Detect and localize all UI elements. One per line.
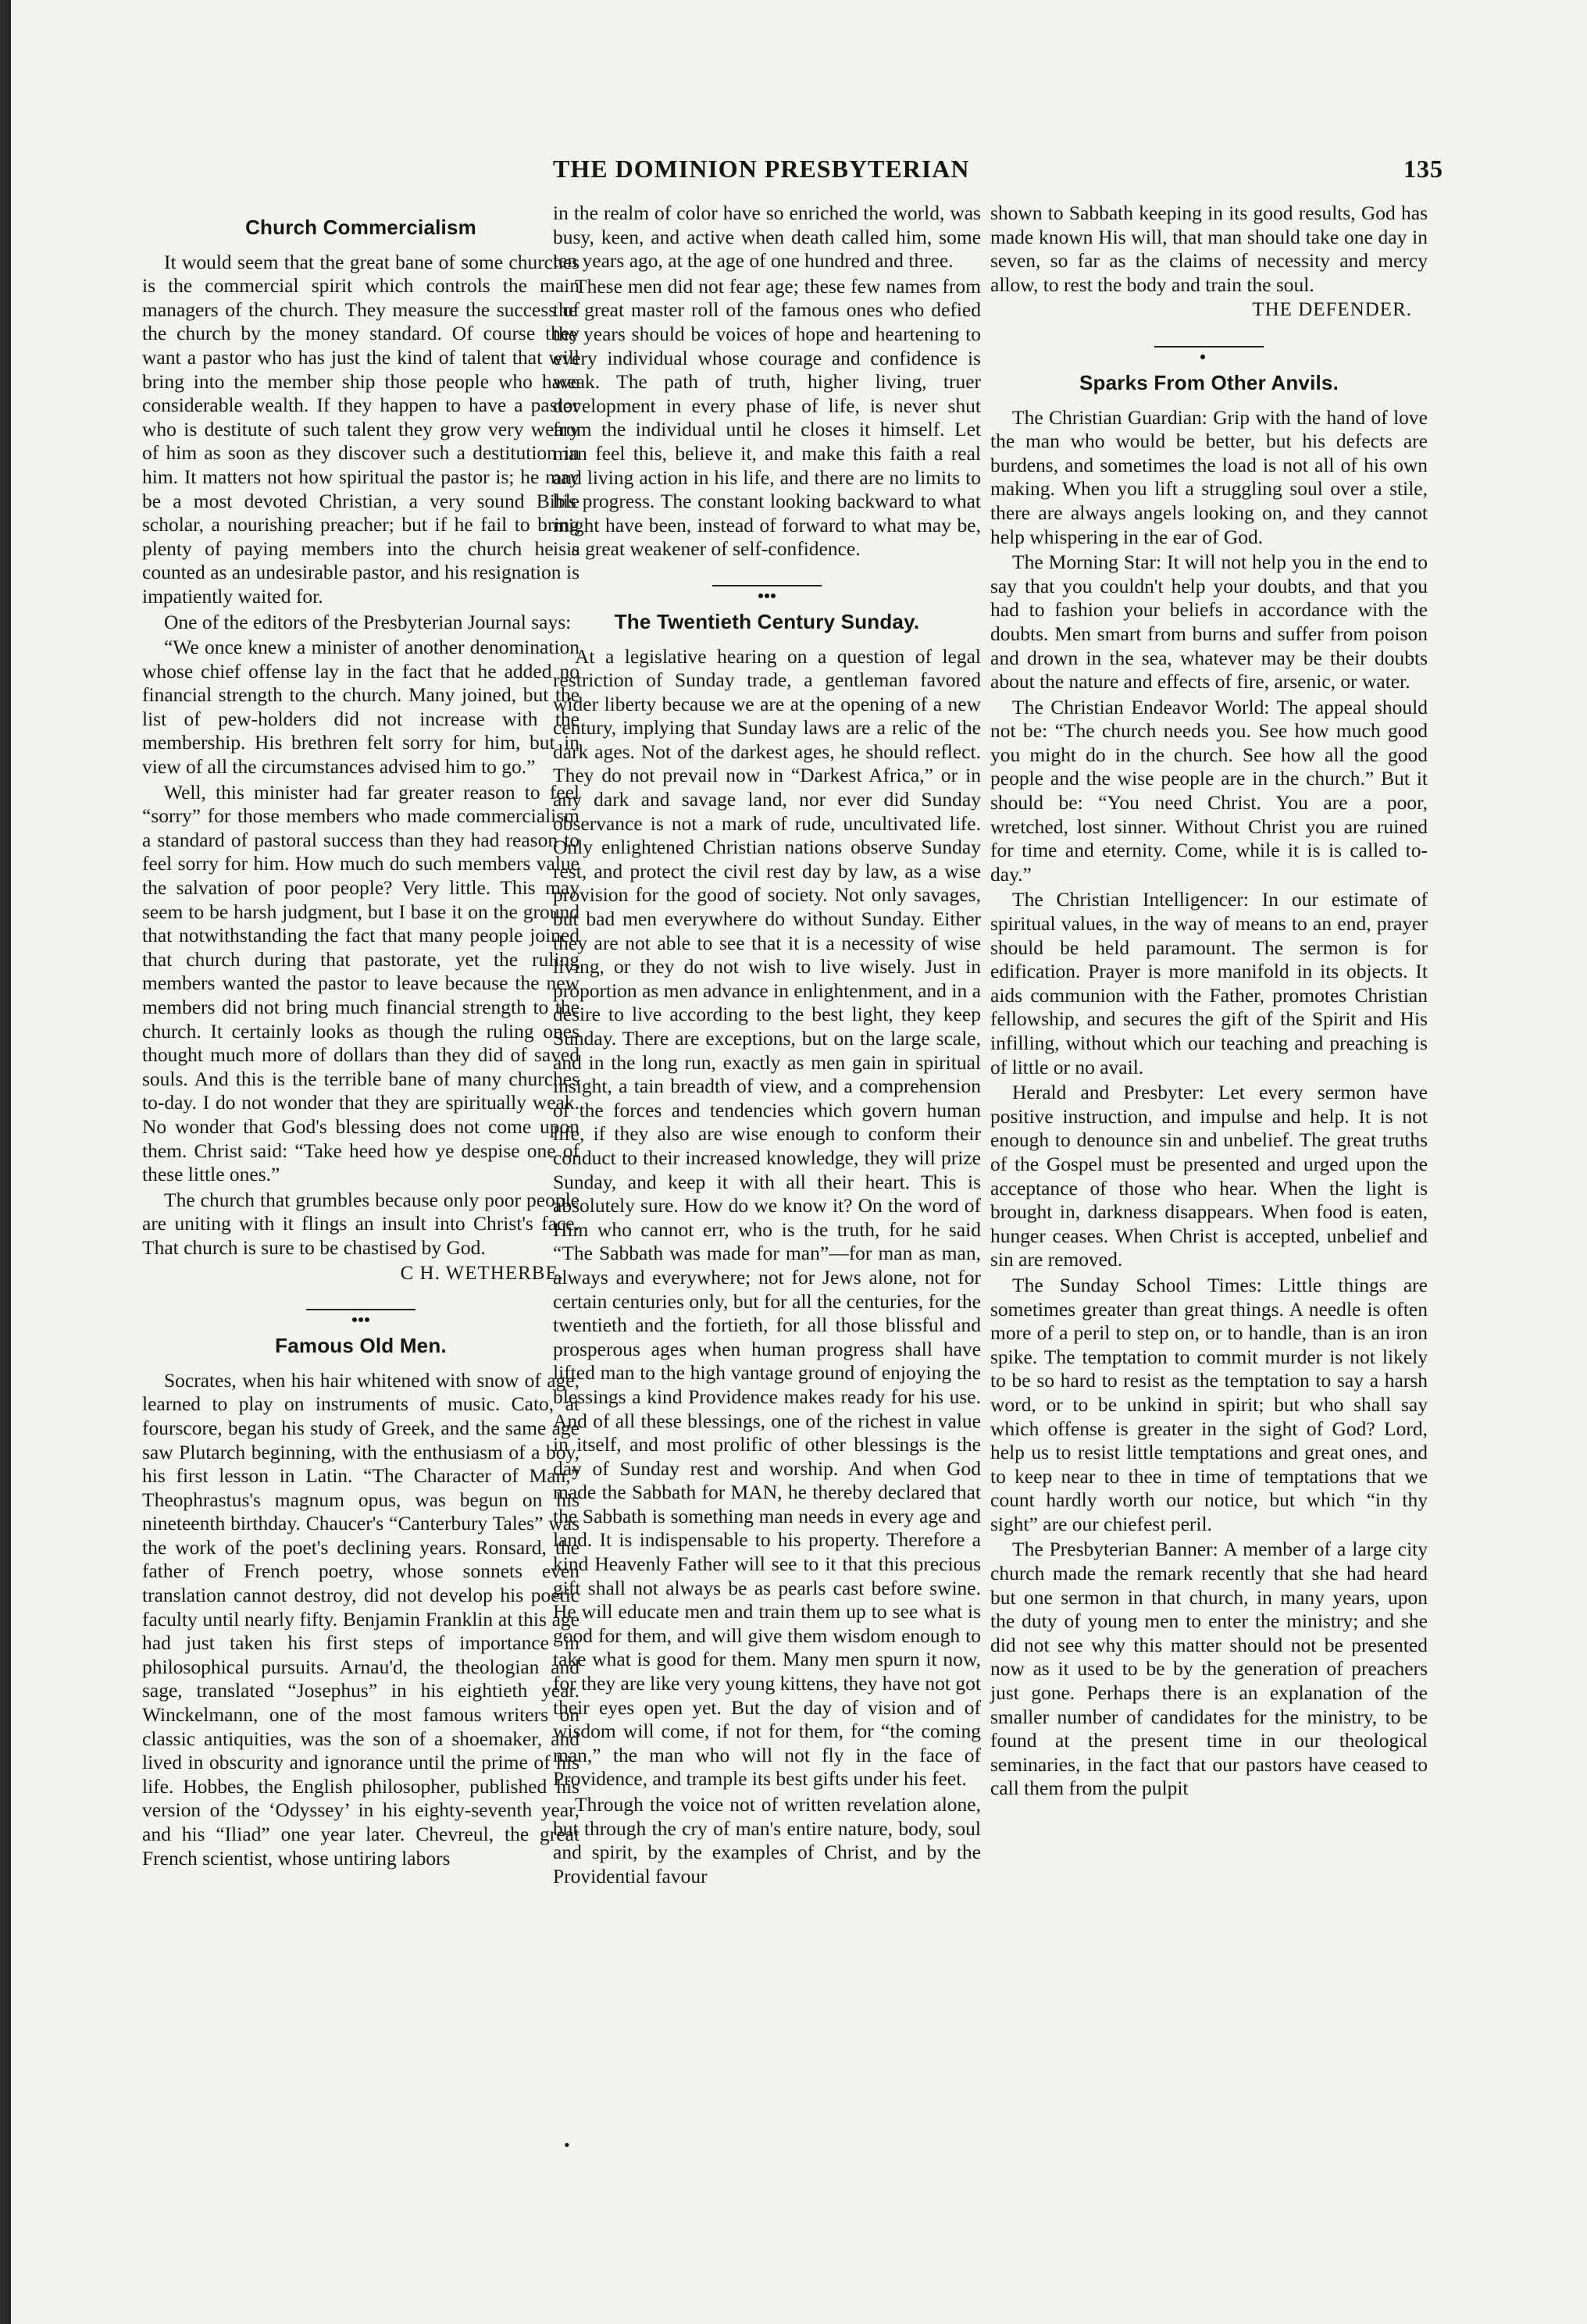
paragraph: The Christian Endeavor World: The appeal should not be: “The church needs you. See how much good you might do in the church. See how all the good people and the wise people are in the church.” But it should be: “You need Christ. You are a poor, wretched, lost sinner. Without Christ you are ruined for time and eternity. Come, while it is is called to-day.” <box>990 695 1428 886</box>
paragraph: Herald and Presbyter: Let every sermon have positive instruction, and impulse and help. It is not enough to denounce sin and unbelief. The great truths of the Gospel must be presented and urged upon the acceptance of those who hear. When the light is brought in, darkness disappears. When food is eaten, hunger ceases. When Christ is accepted, unbelief and sin are removed. <box>990 1081 1428 1271</box>
paragraph: The church that grumbles because only poor people are uniting with it flings an insult into Christ's face. That church is sure to be chastised by God. <box>142 1188 580 1259</box>
column-1 <box>142 211 580 1872</box>
article-heading-church-commercialism: Church Commercialism <box>245 216 476 239</box>
bottom-mark: • <box>564 2135 570 2155</box>
column-2 <box>553 201 981 1890</box>
paragraph: One of the editors of the Presbyterian Journal says: <box>164 610 572 633</box>
paragraph: The Sunday School Times: Little things are sometimes greater than great things. A needle is often more of a peril to step on, or to handle, than is an iron spike. The temptation to commit murder is not likely to be so hard to resist as the temptation to say a harsh word, or to be unkind in spirit; but who shall say which offense is greater in the sight of God? Lord, help us to resist little temptations and great ones, and to keep near to thee in time of temptations that we count hardly worth our notice, but which “in thy sight” are our chiefest peril. <box>990 1273 1428 1535</box>
paragraph: The Presbyterian Banner: A member of a large city church made the remark recently that she had heard but one sermon in that church, in many years, upon the duty of young men to enter the ministry; and she did not see why this matter should not be presented now as it used to be by the generation of preachers just gone. Perhaps there is an explanation of the smaller number of candidates for the ministry, to be found at the present time in our theological seminaries, in the fact that our pastors have ceased to call them from the pulpit <box>990 1538 1428 1800</box>
publication-title: THE DOMINION PRESBYTERIAN <box>553 155 970 183</box>
paragraph: The Morning Star: It will not help you in the end to say that you couldn't help your doubts, and that you had to fashion your beliefs in accordance with the doubts. Men smart from burns and suffer from poison and drown in the sea, whatever may be their doubts about the nature and effects of fire, arsenic, or water. <box>990 551 1428 693</box>
section-divider <box>306 1303 415 1317</box>
article-heading-sparks-from-other-anvils: Sparks From Other Anvils. <box>1079 370 1339 394</box>
section-divider <box>1154 340 1264 354</box>
paragraph: Socrates, when his hair whitened with snow of age, learned to play on instruments of music. Cato, at fourscore, began his study of Greek, and the same age saw Plutarch beginning, with the enthusiasm of a boy, his first lesson in Latin. “The Character of Man,” Theophrastus's magnum opus, was begun on his nineteenth birthday. Chaucer's “Canterbury Tales” was the work of the poet's declining years. Ronsard, the father of French poetry, whose sonnets even translation cannot destroy, did not develop his poetic faculty until nearly fifty. Benjamin Franklin at this age had just taken his first steps of importance in philosophical pursuits. Arnau'd, the theologian and sage, translated “Josephus” in his eightieth year. Winckelmann, one of the most famous writers on classic antiquities, was the son of a shoemaker, and lived in obscurity and ignorance until the prime of his life. Hobbes, the English philosopher, published his version of the ‘Odyssey’ in his eighty-seventh year, and his “Iliad” one year later. Chevreul, the great French scientist, whose untiring labors <box>142 1368 580 1870</box>
paragraph: The Christian Intelligencer: In our estimate of spiritual values, in the way of means to an end, prayer should be held paramount. The sermon is for edification. Prayer is more manifold in its objects. It aids communion with the Father, promotes Christian fellowship, and secures the gift of the Spirit and His infilling, without which our teaching and preaching is of little or no avail. <box>990 888 1428 1078</box>
paragraph: At a legislative hearing on a question of legal restriction of Sunday trade, a gentleman favored wider liberty because we are at the opening of a new century, implying that Sunday laws are a relic of the dark ages. Not of the darkest ages, he should reflect. They do not prevail now in “Darkest Africa,” or in any dark and savage land, nor ever did Sunday observance is not a mark of rude, uncultivated life. Only enlightened Christian nations observe Sunday rest, and protect the civil rest day by law, as a wise provision for the good of society. Not only savages, but bad men everywhere do without Sunday. Either they are not able to see that it is a necessity of wise living, or they do not wish to live wisely. Just in proportion as men advance in enlightenment, and in a desire to live according to the best light, they keep Sunday. There are exceptions, but on the large scale, and in the long run, exactly as men gain in spiritual insight, a tain breadth of view, and a comprehension of the forces and tendencies which govern human life, if they also are wise enough to conform their conduct to their increased knowledge, they will prize Sunday, and keep it with all their heart. This is absolutely sure. How do we know it? On the word of Him who cannot err, who is the truth, for he said “The Sabbath was made for man”—for man as man, always and everywhere; not for Jews alone, not for certain centuries only, but for all the centuries, for the twentieth and the fortieth, for all those blissful and prosperous ages when human progress shall have lifted man to the high vantage ground of enjoying the blessings a kind Providence makes ready for his use. And of all these blessings, one of the richest in value in itself, and most prolific of other blessings is the day of Sunday rest and worship. And when God made the Sabbath for MAN, he thereby declared that the Sabbath is something man needs in every age and land. It is indispensable to his property. Therefore a kind Heavenly Father will see to it that this precious gift shall not always be as pearls cast before swine. He will educate men and train them up to see what is good for them, and will give them wisdom enough to take what is good for them. Many men spurn it now, for they are like very young kittens, they have not got their eyes open yet. But the day of vision and of wisdom will come, if not for them, for “the coming man,” the man who will not fly in the face of Providence, and trample its best gifts under his feet. <box>553 644 981 1791</box>
page-number: 135 <box>1403 155 1443 183</box>
paragraph: These men did not fear age; these few names from the great master roll of the famous ones who defied the years should be voices of hope and heartening to every individual whose courage and confidence is weak. The path of truth, higher living, truer development in every phase of life, is never shut from the individual until he closes it himself. Let man feel this, believe it, and make this faith a real and living action in his life, and there are no limits to his progress. The constant looking backward to what might have been, instead of forward to what may be, is a great weakener of self-confidence. <box>553 274 981 561</box>
paragraph: shown to Sabbath keeping in its good results, God has made known His will, that man should take one day in seven, so far as the claims of necessity and mercy allow, to rest the body and train the soul. <box>990 201 1428 296</box>
column-3 <box>990 201 1428 1802</box>
paragraph: “We once knew a minister of another denomination whose chief offense lay in the fact that he added no financial strength to the church. Many joined, but the list of pew-holders did not increase with the membership. His brethren felt sorry for him, but in view of all the circumstances advised him to go.” <box>142 636 580 779</box>
article-heading-famous-old-men: Famous Old Men. <box>275 1334 447 1358</box>
paragraph: The Christian Guardian: Grip with the hand of love the man who would be better, but his defects are burdens, and sometimes the load is not all of his own making. When you lift a struggling soul over a stile, there are always angels looking on, and they cannot help whispering in the ear of God. <box>990 405 1428 548</box>
signature-defender: THE DEFENDER. <box>1252 299 1412 321</box>
article-heading-twentieth-century-sunday: The Twentieth Century Sunday. <box>614 609 920 633</box>
paragraph: in the realm of color have so enriched the world, was busy, keen, and active when death called him, some ten years ago, at the age of one hundred and three. <box>553 201 981 273</box>
paragraph: It would seem that the great bane of some churches is the commercial spirit which controls the main managers of the church. They measure the success of the church by the money standard. Of course they want a pastor who has just the kind of talent that will bring into the member ship those people who have considerable wealth. If they happen to have a pastor who is destitute of such talent they grow very weary of him as soon as they discover such a destitution in him. It matters not how spiritual the pastor is; he may be a most devoted Christian, a very sound Bible scholar, a nourishing preacher; but if he fail to bring plenty of paying members into the church he is counted as an undesirable pastor, and his resignation is impatiently waited for. <box>142 250 580 608</box>
signature-wetherbe: C H. WETHERBE. <box>400 1262 564 1284</box>
section-divider <box>712 579 822 593</box>
paragraph: Through the voice not of written revelation alone, but through the cry of man's entire nature, body, soul and spirit, by the examples of Christ, and by the Providential favour <box>553 1793 981 1887</box>
paragraph: Well, this minister had far greater reason to feel “sorry” for those members who made commercialism a standard of pastoral success than they had reason to feel sorry for him. How much do such members value the salvation of poor people? Very little. This may seem to be harsh judgment, but I base it on the ground that notwithstanding the fact that many people joined that church during that pastorate, yet the ruling members wanted the pastor to leave because the new members did not bring much financial strength to the church. It certainly looks as though the ruling ones thought much more of dollars than they did of saved souls. And this is the terrible bane of many churches to-day. I do not wonder that they are spiritually weak. No wonder that God's blessing does not come upon them. Christ said: “Take heed how ye despise one of these little ones.” <box>142 780 580 1186</box>
